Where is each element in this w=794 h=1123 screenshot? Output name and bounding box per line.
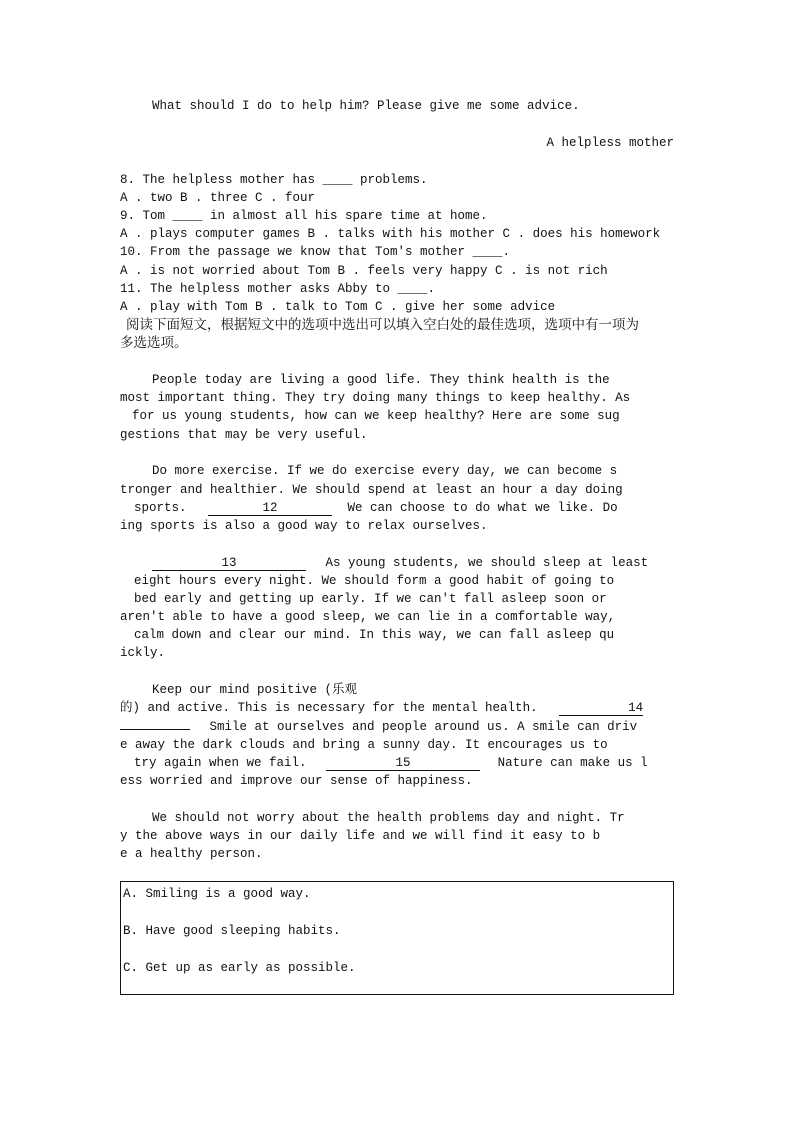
p4-line-3-end: Smile at ourselves and people around us. A smile can driv	[209, 720, 638, 734]
p4-line-5-start: try again when we fail.	[134, 756, 307, 770]
question-11-options: A . play with Tom B . talk to Tom C . give her some advice	[120, 300, 556, 314]
blank-14-continued[interactable]	[120, 729, 190, 730]
p2-line-3	[120, 499, 674, 517]
option-a[interactable]: A. Smiling is a good way.	[123, 887, 311, 901]
question-10-options: A . is not worried about Tom B . feels very happy C . is not rich	[120, 264, 608, 278]
blank-13[interactable]: 13	[152, 556, 306, 571]
p3-line-5: calm down and clear our mind. In this way, we can fall asleep qu	[134, 628, 615, 642]
p4-line-6: ess worried and improve our sense of happiness.	[120, 774, 473, 788]
question-10-stem: 10. From the passage we know that Tom's mother ____.	[120, 245, 511, 259]
question-9-options: A . plays computer games B . talks with his mother C . does his homework	[120, 227, 661, 241]
option-c[interactable]: C. Get up as early as possible.	[123, 961, 356, 975]
p5-line-1: We should not worry about the health problems day and night. Tr	[152, 811, 625, 825]
p1-line-4: gestions that may be very useful.	[120, 428, 368, 442]
p5-line-3: e a healthy person.	[120, 847, 263, 861]
p4-line-3	[120, 718, 674, 736]
p4-line-5	[120, 754, 674, 772]
p3-line-6: ickly.	[120, 646, 166, 660]
instruction-line-1: 阅读下面短文，根据短文中的选项中选出可以填入空白处的最佳选项，选项中有一项为	[126, 317, 639, 333]
p3-line-3: bed early and getting up early. If we can't fall asleep soon or	[134, 592, 607, 606]
p1-line-1: People today are living a good life. They think health is the	[152, 373, 610, 387]
blank-12[interactable]: 12	[208, 501, 332, 516]
p2-line-4: ing sports is also a good way to relax ourselves.	[120, 519, 488, 533]
p3-line-1	[120, 554, 674, 572]
p2-line-3-start: sports.	[134, 501, 187, 515]
p1-line-3: for us young students, how can we keep healthy? Here are some sug	[132, 409, 620, 423]
p4-line-2-start: 的) and active. This is necessary for the mental health.	[120, 701, 538, 715]
p2-line-3-end: We can choose to do what we like. Do	[347, 501, 618, 515]
p2-line-2: tronger and healthier. We should spend at least an hour a day doing	[120, 483, 623, 497]
intro-signature: A helpless mother	[546, 136, 674, 150]
question-8-options: A . two B . three C . four	[120, 191, 316, 205]
p3-line-4: aren't able to have a good sleep, we can lie in a comfortable way,	[120, 610, 616, 624]
question-8-stem: 8. The helpless mother has ____ problems.	[120, 173, 428, 187]
blank-15[interactable]: 15	[326, 756, 480, 771]
p4-line-1: Keep our mind positive (乐观	[152, 683, 358, 697]
p2-line-1: Do more exercise. If we do exercise every day, we can become s	[152, 464, 618, 478]
p1-line-2: most important thing. They try doing many things to keep healthy. As	[120, 391, 631, 405]
option-b[interactable]: B. Have good sleeping habits.	[123, 924, 341, 938]
instruction-line-2: 多选选项。	[120, 335, 188, 351]
blank-14[interactable]: 14	[559, 701, 643, 716]
p4-line-4: e away the dark clouds and bring a sunny day. It encourages us to	[120, 738, 608, 752]
p5-line-2: y the above ways in our daily life and we will find it easy to b	[120, 829, 601, 843]
options-box	[120, 881, 674, 995]
p3-line-2: eight hours every night. We should form a good habit of going to	[134, 574, 615, 588]
question-11-stem: 11. The helpless mother asks Abby to ____.	[120, 282, 436, 296]
question-9-stem: 9. Tom ____ in almost all his spare time at home.	[120, 209, 488, 223]
p4-line-2	[120, 699, 674, 717]
p3-line-1-end: As young students, we should sleep at least	[325, 556, 649, 570]
p4-line-5-end: Nature can make us l	[497, 756, 648, 770]
intro-question: What should I do to help him? Please give me some advice.	[152, 99, 580, 113]
